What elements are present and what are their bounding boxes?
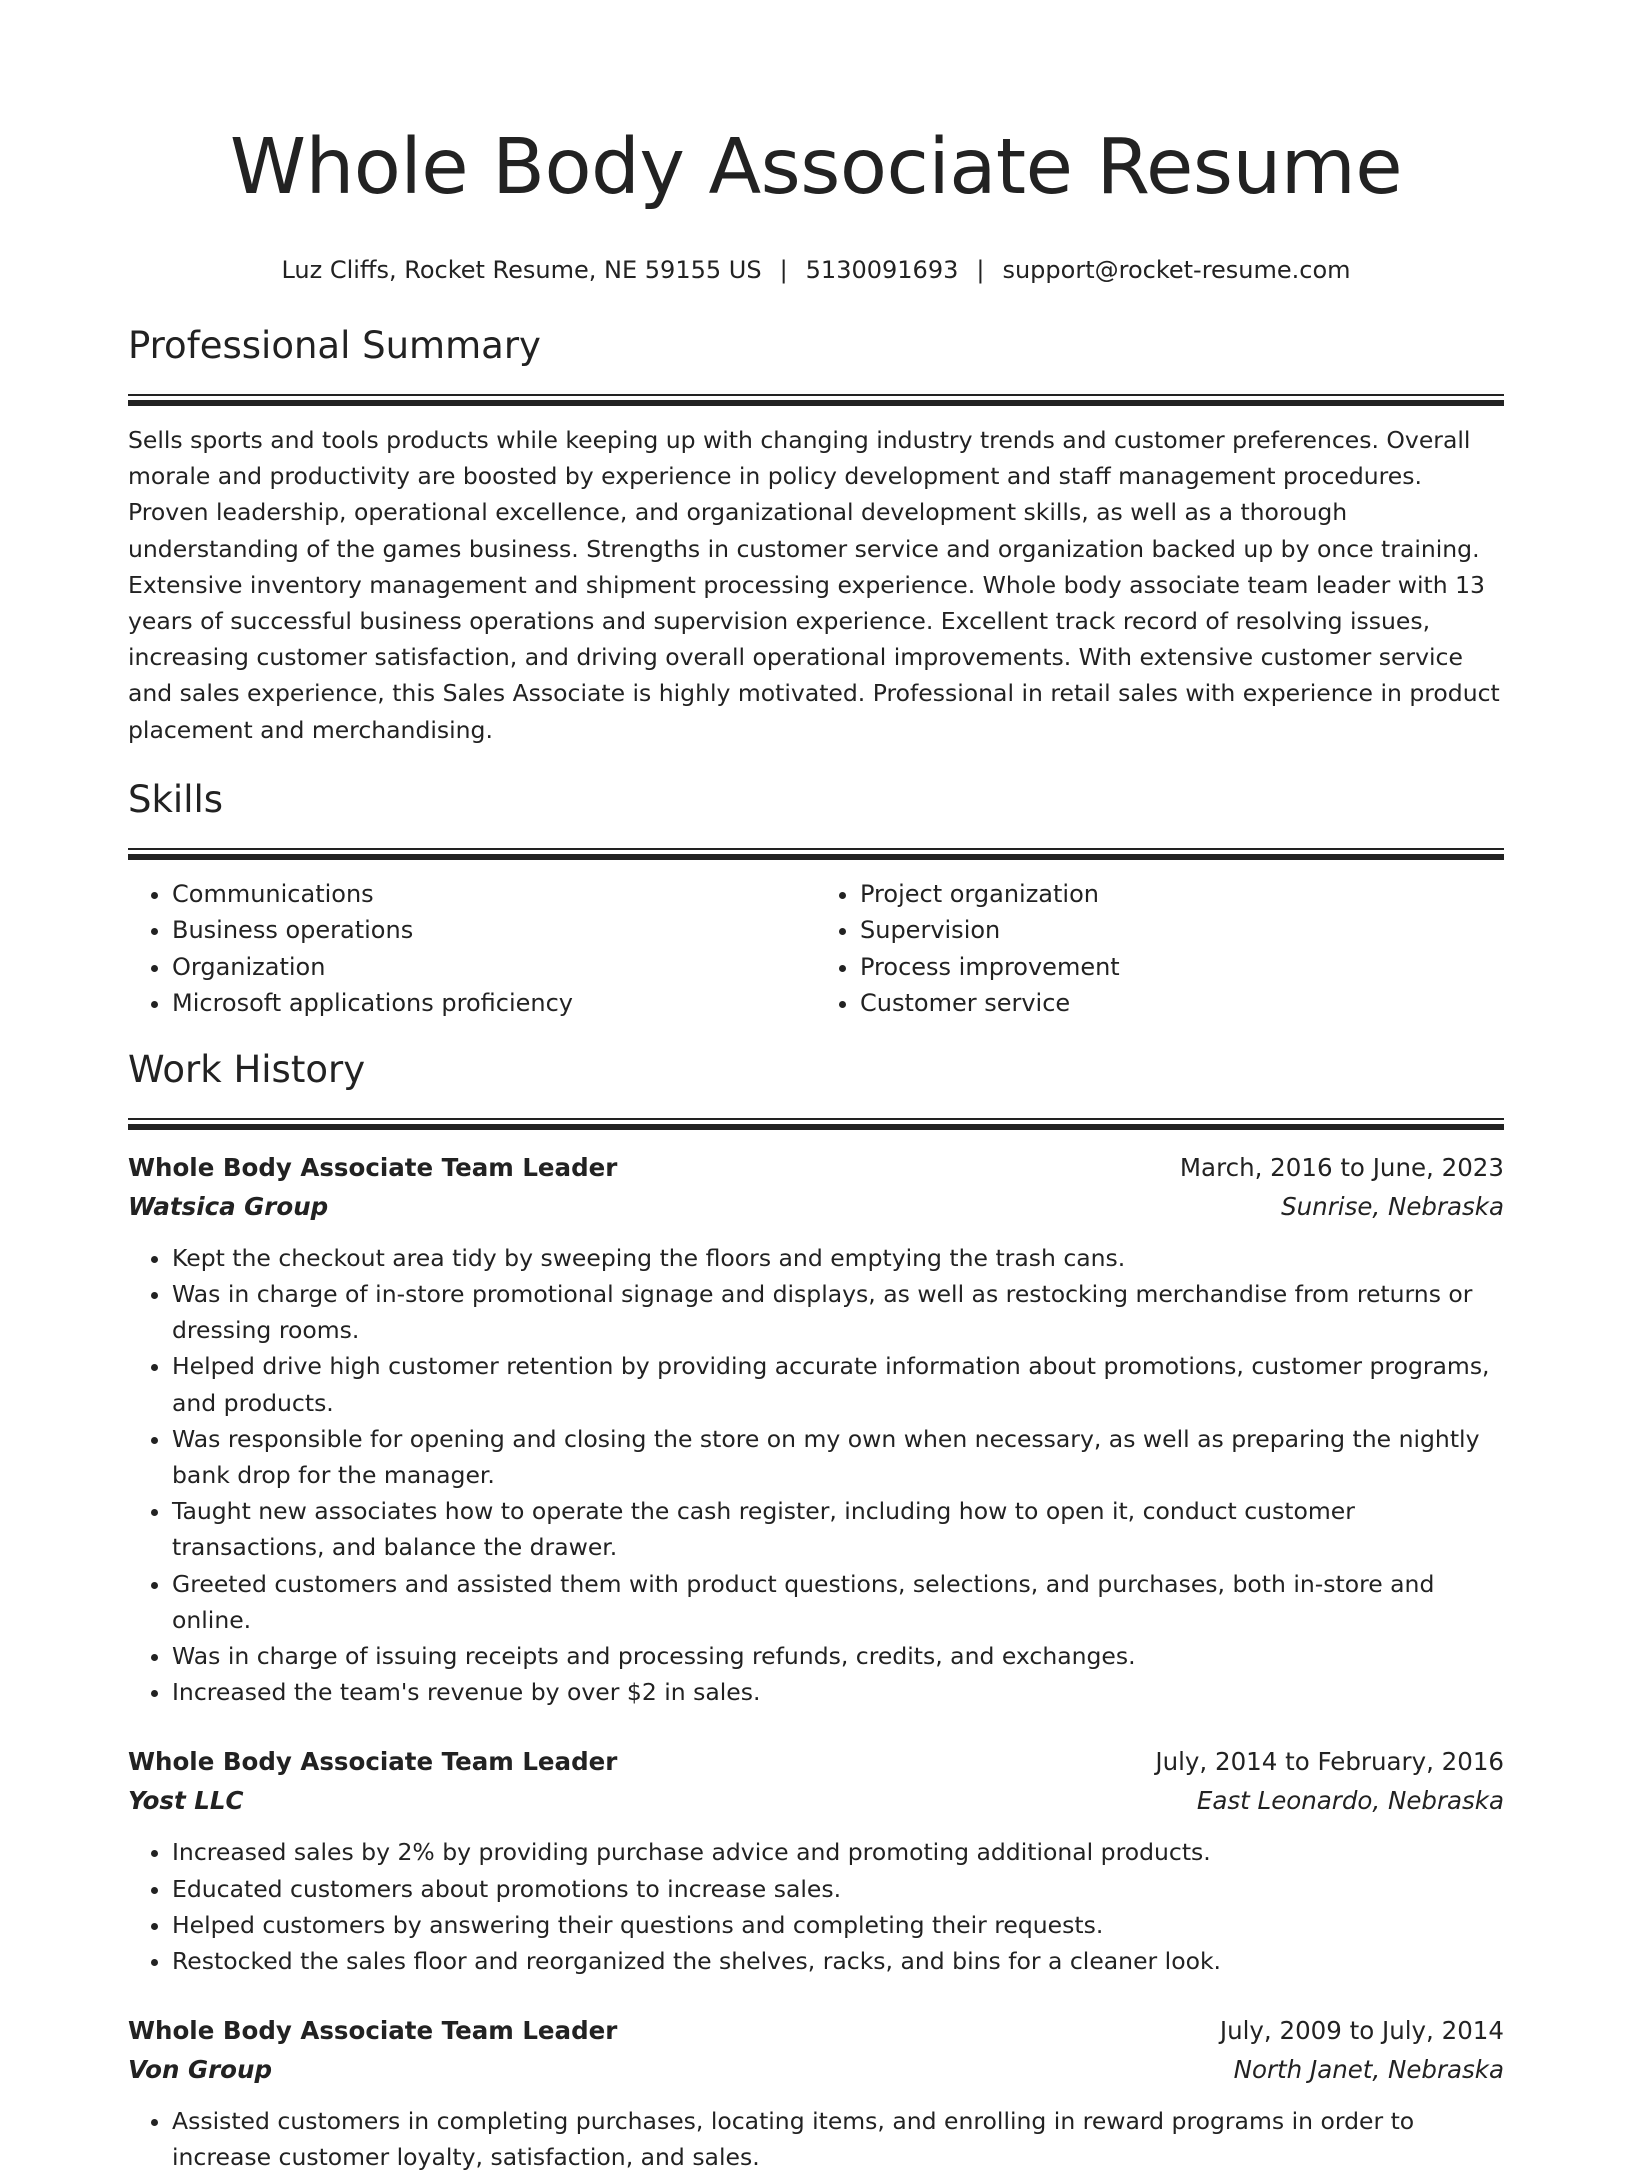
job-bullet: • Helped customers by answering their questions and completing their requests. — [172, 1907, 1504, 1943]
skill-item: • Microsoft applications proficiency — [172, 985, 816, 1022]
job-dates: July, 2014 to February, 2016 — [1155, 1747, 1504, 1777]
job-bullet: • Taught new associates how to operate the cash register, including how to open it, conduct customer transactions, and balance the drawer. — [172, 1493, 1504, 1565]
skill-item: • Organization — [172, 949, 816, 986]
skills-list-left — [128, 876, 816, 1022]
job-bullet: • Increased the team's revenue by over $2 in sales. — [172, 1674, 1504, 1710]
job-bullet: • Helped drive high customer retention by providing accurate information about promotions, customer programs, and products. — [172, 1348, 1504, 1420]
job-location: Sunrise, Nebraska — [1281, 1191, 1504, 1221]
job-bullets — [128, 1240, 1504, 1711]
job-title: Whole Body Associate Team Leader — [128, 1747, 618, 1777]
contact-phone: 5130091693 — [805, 256, 959, 284]
skill-item: • Project organization — [860, 876, 1504, 913]
job-header — [128, 1148, 1504, 1187]
resume-title: Whole Body Associate Resume — [229, 123, 1403, 212]
contact-email: support@rocket-resume.com — [1002, 256, 1351, 284]
contact-address: Luz Cliffs, Rocket Resume, NE 59155 US — [281, 256, 762, 284]
job-bullets — [128, 2103, 1504, 2175]
job-location: North Janet, Nebraska — [1233, 2055, 1504, 2085]
skill-item: • Communications — [172, 876, 816, 913]
work-history-section — [128, 1046, 1504, 2176]
job-company: Yost LLC — [128, 1786, 244, 1816]
job-entry — [128, 1742, 1504, 1979]
job-location: East Leonardo, Nebraska — [1196, 1786, 1504, 1816]
resume-page — [128, 0, 1504, 2176]
contact-separator: | — [976, 256, 985, 284]
skill-item: • Business operations — [172, 912, 816, 949]
skill-item: • Supervision — [860, 912, 1504, 949]
job-bullet: • Greeted customers and assisted them with product questions, selections, and purchases, both in-store and online. — [172, 1566, 1504, 1638]
job-subheader — [128, 1187, 1504, 1226]
skill-item: • Customer service — [860, 985, 1504, 1022]
job-bullet: • Restocked the sales floor and reorganized the shelves, racks, and bins for a cleaner look. — [172, 1943, 1504, 1979]
job-dates: March, 2016 to June, 2023 — [1179, 1152, 1504, 1182]
skills-list-right — [816, 876, 1504, 1022]
job-title: Whole Body Associate Team Leader — [128, 2016, 618, 2046]
job-title: Whole Body Associate Team Leader — [128, 1152, 618, 1182]
job-bullet: • Assisted customers in completing purchases, locating items, and enrolling in reward programs in order to increase customer loyalty, satisfaction, and sales. — [172, 2103, 1504, 2175]
job-bullet: • Educated customers about promotions to increase sales. — [172, 1871, 1504, 1907]
job-bullet: • Was responsible for opening and closing the store on my own when necessary, as well as preparing the nightly bank drop for the manager. — [172, 1421, 1504, 1493]
job-bullets — [128, 1834, 1504, 1979]
section-title-work-history: Work History — [128, 1047, 366, 1091]
job-header — [128, 1742, 1504, 1781]
job-dates: July, 2009 to July, 2014 — [1219, 2016, 1504, 2046]
skills-section — [128, 776, 1504, 1022]
job-subheader — [128, 1781, 1504, 1820]
job-company: Von Group — [128, 2055, 272, 2085]
section-divider — [128, 848, 1504, 860]
skills-grid — [128, 876, 1504, 1022]
section-divider — [128, 1118, 1504, 1130]
job-header — [128, 2011, 1504, 2050]
contact-line — [128, 254, 1504, 286]
job-bullet: • Kept the checkout area tidy by sweeping the floors and emptying the trash cans. — [172, 1240, 1504, 1276]
section-title-skills: Skills — [128, 777, 224, 821]
section-title-summary: Professional Summary — [128, 324, 541, 367]
skill-item: • Process improvement — [860, 949, 1504, 986]
job-entry — [128, 2011, 1504, 2175]
job-bullet: • Was in charge of in-store promotional signage and displays, as well as restocking merchandise from returns or dressing rooms. — [172, 1276, 1504, 1348]
job-bullet: • Increased sales by 2% by providing purchase advice and promoting additional products. — [172, 1834, 1504, 1870]
contact-separator: | — [779, 256, 788, 284]
job-company: Watsica Group — [128, 1191, 329, 1221]
job-bullet: • Was in charge of issuing receipts and processing refunds, credits, and exchanges. — [172, 1638, 1504, 1674]
summary-section — [128, 322, 1504, 748]
job-entry — [128, 1148, 1504, 1711]
section-divider — [128, 394, 1504, 406]
summary-text: Sells sports and tools products while keeping up with changing industry trends and customer preferences. Overall morale and productivity are boosted by experience in policy development and staff management procedures. Proven leadership, operational excellence, and organizational development skills, as well as a thorough understanding of the games business. Strengths in customer service and organization backed up by once training. Extensive inventory management and shipment processing experience. Whole body associate team leader with 13 years of successful business operations and supervision experience. Excellent track record of resolving issues, increasing customer satisfaction, and driving overall operational improvements. With extensive customer service and sales experience, this Sales Associate is highly motivated. Professional in retail sales with experience in product placement and merchandising. — [128, 426, 1500, 744]
job-subheader — [128, 2050, 1504, 2089]
